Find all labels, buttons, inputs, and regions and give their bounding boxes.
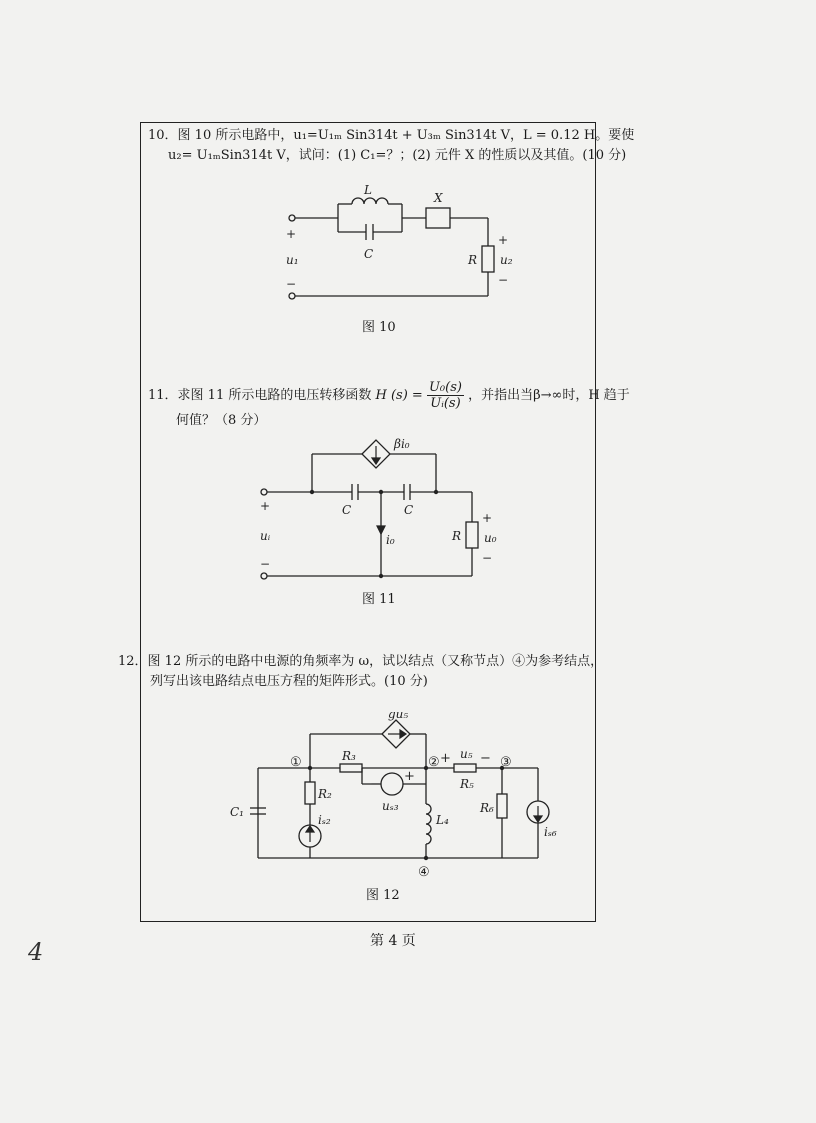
node-1-label: ① — [290, 755, 302, 770]
resistor-label-R: R — [452, 529, 462, 543]
u0-minus-sign: − — [482, 551, 493, 565]
voltage-label-u2: u₂ — [500, 253, 513, 267]
capacitor-label-2: C — [404, 503, 414, 517]
transfer-function-fraction — [427, 380, 464, 411]
question-11-line2: 何值？（8 分） — [176, 413, 267, 428]
ui-plus-sign: + — [260, 499, 271, 513]
fraction-numerator: U₀(s) — [428, 380, 462, 395]
question-11-line1 — [148, 380, 668, 411]
voltage-label-u5: u₅ — [460, 747, 473, 761]
u1-minus-sign: − — [286, 277, 297, 291]
current-source-label-is6: iₛ₆ — [544, 825, 557, 839]
question-10-line1: 10．图 10 所示电路中，u₁=U₁ₘ Sin314t + U₃ₘ Sin314t V，L = 0.12 H。要使 — [148, 128, 635, 143]
u5-plus-sign: + — [440, 751, 451, 766]
capacitor-label-C: C — [364, 247, 374, 261]
u0-plus-sign: + — [482, 511, 493, 525]
transfer-function-symbol: H (s) = — [375, 388, 423, 403]
current-source-label-is2: iₛ₂ — [318, 813, 331, 827]
capacitor-label-1: C — [342, 503, 352, 517]
voltage-source-label-us3: uₛ₃ — [382, 799, 399, 813]
node-3-label: ③ — [500, 755, 512, 770]
resistor-label-R6: R₆ — [480, 801, 494, 815]
fraction-denominator: Uᵢ(s) — [430, 396, 461, 411]
question-10 — [148, 126, 668, 166]
ui-minus-sign: − — [260, 557, 271, 571]
question-11 — [148, 380, 668, 431]
inductor-label-L4: L₄ — [436, 813, 449, 827]
node-4-label: ④ — [418, 865, 430, 878]
voltage-label-u0: u₀ — [484, 531, 497, 545]
question-11-text-b: ，并指出当β→∞时，H 趋于 — [468, 388, 630, 403]
handwritten-margin-mark: 4 — [28, 938, 44, 966]
figure-10-caption: 图 10 — [362, 320, 396, 335]
controlled-source-label: gu₅ — [388, 712, 409, 721]
question-12-line1: 12．图 12 所示的电路中电源的角频率为 ω，试以结点（又称节点）④为参考结点， — [118, 654, 604, 669]
figure-12-caption: 图 12 — [366, 888, 400, 903]
resistor-label-R: R — [468, 253, 478, 267]
figure-10-circuit — [278, 176, 548, 304]
current-label-i0: i₀ — [386, 533, 395, 547]
figure-11-circuit — [252, 434, 512, 584]
figure-11-caption: 图 11 — [362, 592, 396, 607]
figure-12-circuit — [222, 712, 582, 878]
controlled-source-label: βi₀ — [394, 437, 410, 451]
question-12-line2: 列写出该电路结点电压方程的矩阵形式。(10 分) — [150, 674, 428, 689]
u2-minus-sign: − — [498, 273, 509, 287]
question-10-line2: u₂= U₁ₘSin314t V，试问：(1) C₁=？；(2) 元件 X 的性质以及其值。(10 分) — [168, 148, 627, 163]
element-label-X: X — [434, 191, 443, 205]
question-11-text-a: 11．求图 11 所示电路的电压转移函数 — [148, 388, 372, 403]
us3-plus-sign: + — [404, 769, 415, 784]
question-12 — [118, 652, 678, 692]
u2-plus-sign: + — [498, 233, 509, 247]
voltage-label-u1: u₁ — [286, 253, 299, 267]
page-number: 第 4 页 — [370, 933, 416, 949]
inductor-label-L: L — [364, 183, 372, 197]
us3-minus-sign: − — [370, 777, 381, 792]
u5-minus-sign: − — [480, 751, 491, 766]
capacitor-label-C1: C₁ — [230, 805, 244, 819]
resistor-label-R2: R₂ — [318, 787, 332, 801]
resistor-label-R5: R₅ — [460, 777, 474, 791]
voltage-label-ui: uᵢ — [260, 529, 271, 543]
u1-plus-sign: + — [286, 227, 297, 241]
resistor-label-R3: R₃ — [342, 749, 356, 763]
node-2-label: ② — [428, 755, 440, 770]
